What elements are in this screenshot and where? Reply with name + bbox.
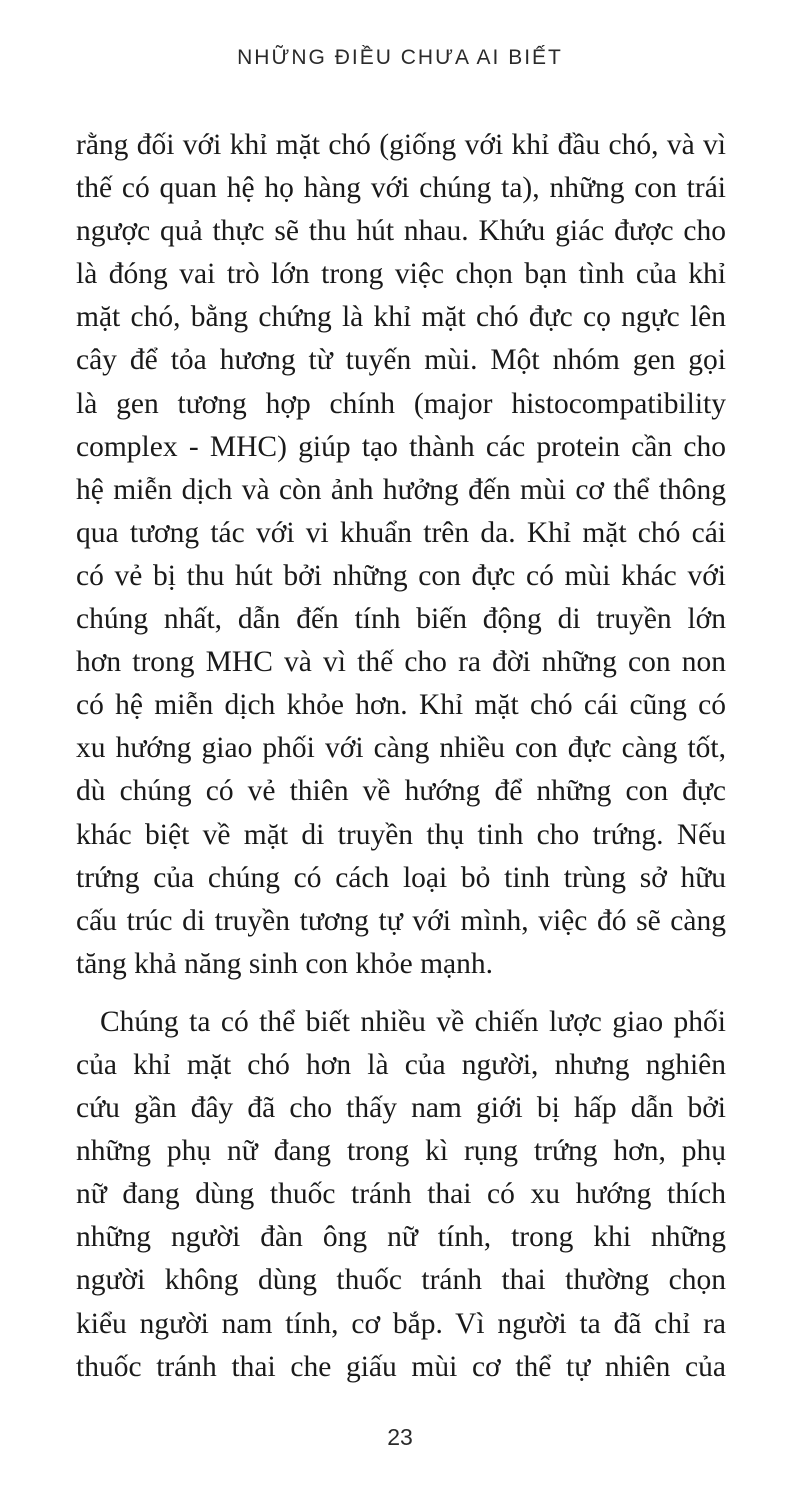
- text-line: tăng khả năng sinh con khỏe mạnh.: [76, 947, 494, 980]
- text-line: rằng đối với khỉ mặt chó (giống với khỉ đầu chó, và vì: [76, 129, 726, 161]
- text-line: complex - MHC) giúp tạo thành các protein cần cho: [76, 430, 726, 463]
- text-line: nữ đang dùng thuốc tránh thai có xu hướng thích: [76, 1178, 726, 1211]
- text-line: qua tương tác với vi khuẩn trên da. Khỉ mặt chó cái: [76, 516, 726, 549]
- text-line: kiểu người nam tính, cơ bắp. Vì người ta đã chỉ ra: [76, 1307, 726, 1340]
- text-line: người không dùng thuốc tránh thai thường chọn: [76, 1264, 726, 1297]
- text-line: trứng của chúng có cách loại bỏ tinh trùng sở hữu: [76, 861, 726, 894]
- text-line: cứu gần đây đã cho thấy nam giới bị hấp dẫn bởi: [76, 1092, 726, 1125]
- text-line: hơn trong MHC và vì thế cho ra đời những con non: [76, 646, 726, 679]
- text-line: mặt chó, bằng chứng là khỉ mặt chó đực cọ ngực lên: [76, 301, 726, 334]
- paragraph-1: [76, 124, 726, 986]
- text-line: ngược quả thực sẽ thu hút nhau. Khứu giác được cho: [76, 215, 726, 248]
- body-text: [76, 124, 726, 1389]
- text-line: cấu trúc di truyền tương tự với mình, việc đó sẽ càng: [76, 904, 726, 937]
- text-line: của khỉ mặt chó hơn là của người, nhưng nghiên: [76, 1048, 726, 1081]
- text-line: chúng nhất, dẫn đến tính biến động di truyền lớn: [76, 603, 726, 636]
- text-line: những người đàn ông nữ tính, trong khi những: [76, 1221, 726, 1254]
- text-line: hệ miễn dịch và còn ảnh hưởng đến mùi cơ thể thông: [76, 473, 726, 506]
- text-line: khác biệt về mặt di truyền thụ tinh cho trứng. Nếu: [76, 818, 726, 851]
- text-line: những phụ nữ đang trong kì rụng trứng hơn, phụ: [76, 1135, 726, 1168]
- text-line: thế có quan hệ họ hàng với chúng ta), những con trái: [76, 172, 726, 205]
- running-header: NHỮNG ĐIỀU CHƯA AI BIẾT: [237, 46, 563, 69]
- text-line: dù chúng có vẻ thiên về hướng để những con đực: [76, 775, 726, 808]
- text-line: có vẻ bị thu hút bởi những con đực có mùi khác với: [76, 559, 726, 592]
- page-number: 23: [387, 1424, 413, 1450]
- text-line: là gen tương hợp chính (major histocompatibility: [76, 387, 726, 420]
- text-line: là đóng vai trò lớn trong việc chọn bạn tình của khỉ: [76, 258, 726, 291]
- paragraph-2: [76, 1001, 726, 1389]
- text-line: thuốc tránh thai che giấu mùi cơ thể tự nhiên của: [76, 1350, 726, 1383]
- text-line: xu hướng giao phối với càng nhiều con đực càng tốt,: [76, 732, 726, 765]
- paragraph-gap: [76, 986, 726, 1001]
- text-line: Chúng ta có thể biết nhiều về chiến lược giao phối: [100, 1005, 726, 1038]
- text-line: có hệ miễn dịch khỏe hơn. Khỉ mặt chó cái cũng có: [76, 689, 726, 722]
- text-line: cây để tỏa hương từ tuyến mùi. Một nhóm gen gọi: [76, 344, 726, 377]
